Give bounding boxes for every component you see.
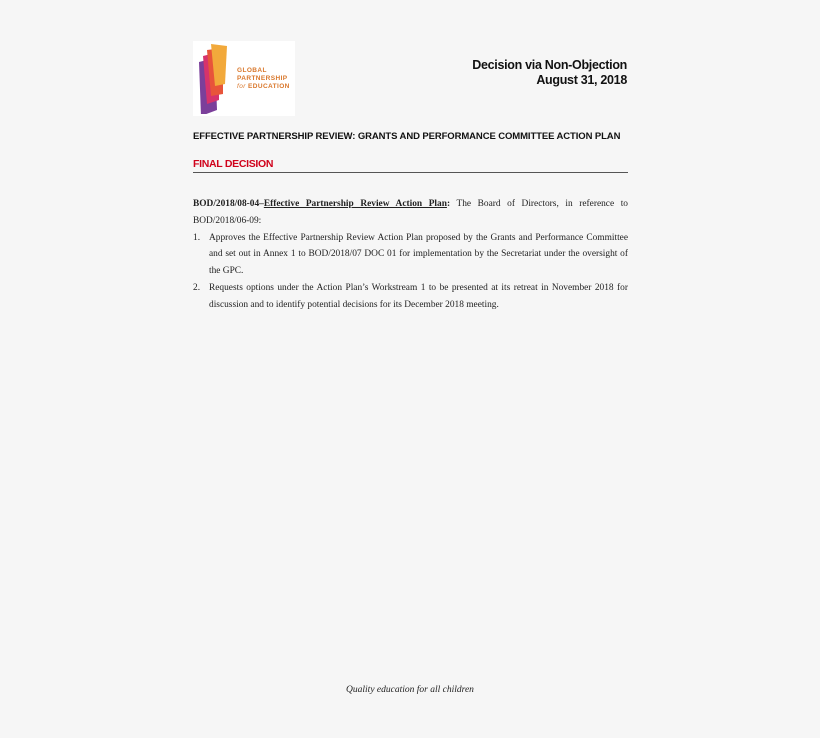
title-divider	[193, 172, 628, 173]
decision-item	[193, 230, 628, 280]
footer-tagline: Quality education for all children	[346, 685, 474, 695]
decision-colon: :	[446, 199, 451, 209]
decision-date: August 31, 2018	[536, 73, 627, 87]
item-text: Approves the Effective Partnership Review Action Plan proposed by the Grants and Performance Committee and set out in Annex 1 to BOD/2018/07 DOC 01 for implementation by the Secretariat under the oversight of the GPC.	[209, 232, 628, 277]
decision-items	[193, 230, 628, 314]
final-decision-label: FINAL DECISION	[193, 158, 274, 170]
logo-for: for	[237, 83, 246, 90]
book-logo-icon	[195, 44, 235, 114]
decision-type: Decision via Non-Objection	[472, 58, 627, 72]
item-text: Requests options under the Action Plan’s Workstream 1 to be presented at its retreat in November 2018 for discussion and to identify potential decisions for its December 2018 meeting.	[209, 282, 628, 310]
decision-intro	[193, 196, 628, 230]
logo-education: EDUCATION	[248, 83, 290, 90]
decision-intro-text: The Board of Directors, in reference to BOD/2018/06-09:	[193, 199, 628, 226]
decision-body	[193, 196, 628, 314]
logo-line-education	[237, 83, 290, 91]
decision-reference: BOD/2018/08-04	[193, 199, 260, 209]
logo-text	[237, 67, 290, 91]
item-number: 1.	[193, 232, 201, 243]
decision-dash: –	[259, 199, 264, 209]
logo-line-global: GLOBAL	[237, 67, 267, 74]
decision-heading: Effective Partnership Review Action Plan	[263, 199, 447, 209]
document-title: EFFECTIVE PARTNERSHIP REVIEW: GRANTS AND PERFORMANCE COMMITTEE ACTION PLAN	[193, 131, 621, 142]
item-number: 2.	[193, 282, 201, 293]
decision-item	[193, 280, 628, 314]
logo-line-partnership: PARTNERSHIP	[237, 75, 288, 82]
decision-header	[472, 58, 627, 88]
gpe-logo	[193, 41, 295, 116]
